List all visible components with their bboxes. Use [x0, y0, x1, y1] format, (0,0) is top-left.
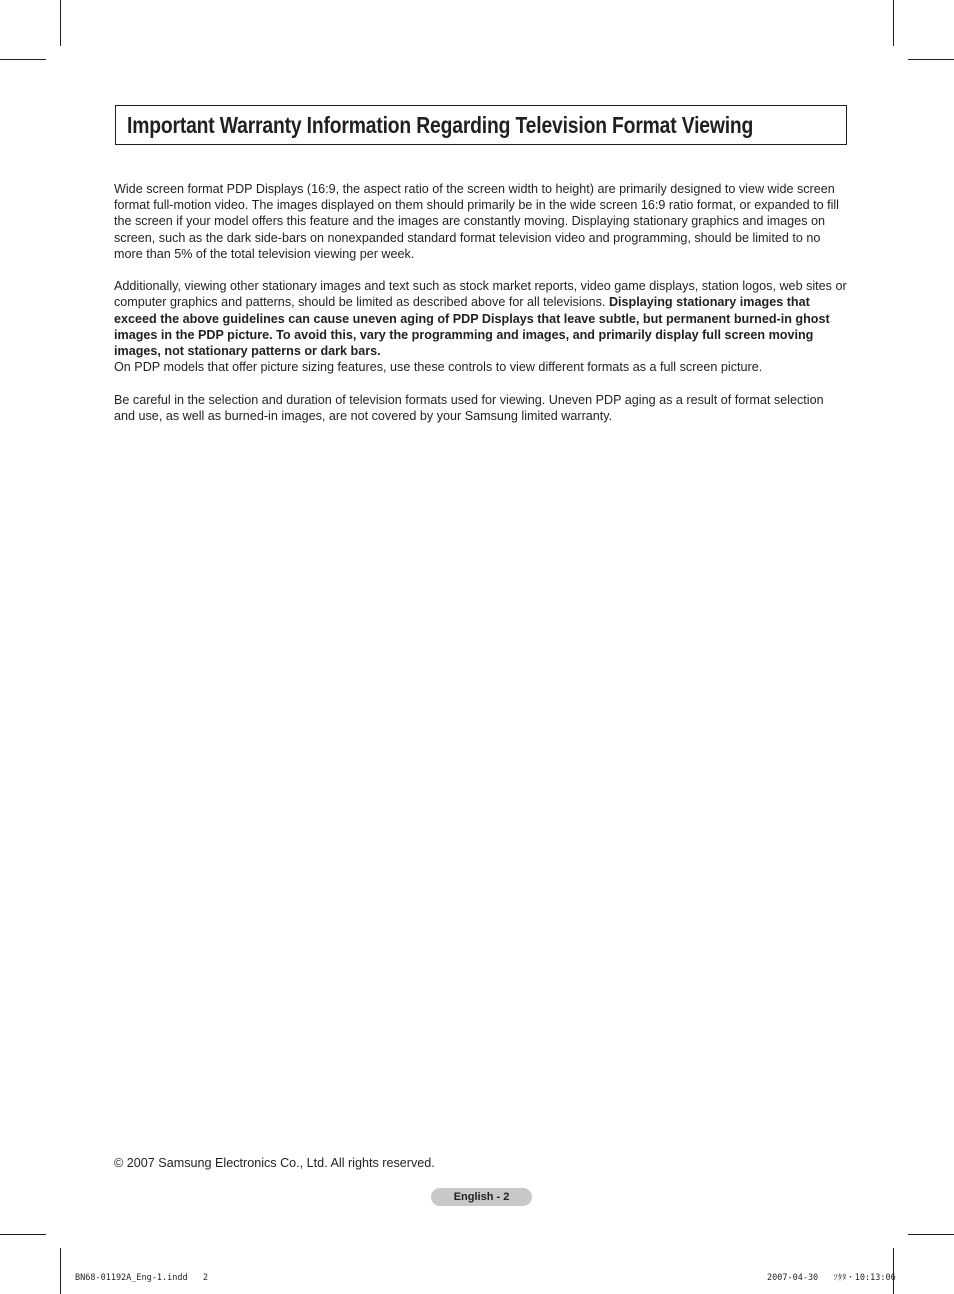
paragraph-warranty-exclusion: Be careful in the selection and duration of television formats used for viewing. Uneven PDP aging as a result of format selection and use, as well as burned-in images, are not covered by your Samsung limited warranty.: [114, 392, 824, 423]
crop-mark-top-right-vertical: [893, 0, 894, 46]
crop-mark-bottom-left-horizontal: [0, 1234, 46, 1235]
crop-mark-bottom-right-vertical: [893, 1248, 894, 1294]
paragraph-picture-sizing: On PDP models that offer picture sizing features, use these controls to view different formats as a full screen picture.: [114, 360, 763, 375]
title-box: [115, 105, 847, 145]
crop-mark-top-left-vertical: [60, 0, 61, 46]
paragraph-wide-screen-format: Wide screen format PDP Displays (16:9, the aspect ratio of the screen width to height) are primarily designed to view wide screen format full-motion video. The images displayed on them should primarily be in the wide screen 16:9 ratio format, or expanded to fill the screen if your model offers this feature and the images are constantly moving. Displaying stationary graphics and images on screen, such as the dark side-bars on nonexpanded standard format television video and programming, should be limited to no more than 5% of the total television viewing per week.: [114, 182, 839, 261]
print-slug-filename: BN68-01192A_Eng-1.indd 2: [75, 1273, 209, 1283]
paragraph-stationary-images-regular: Additionally, viewing other stationary images and text such as stock market reports, video game displays, station logos, web sites or computer graphics and patterns, should be limited as described above for all televisions.: [114, 279, 847, 310]
page-number-badge: English - 2: [431, 1188, 532, 1206]
paragraph-stationary-images-warning: Displaying stationary images that exceed the above guidelines can cause uneven aging of PDP Displays that leave subtle, but permanent burned-in ghost images in the PDP picture. To avoid this, vary the programming and images, and primarily display full screen moving images, not stationary patterns or dark bars.: [114, 295, 830, 359]
crop-mark-top-right-horizontal: [908, 59, 954, 60]
crop-mark-bottom-right-horizontal: [908, 1234, 954, 1235]
paragraph-stationary-images: [114, 278, 848, 359]
copyright-notice: © 2007 Samsung Electronics Co., Ltd. All rights reserved.: [114, 1156, 435, 1170]
page-title: Important Warranty Information Regarding Television Format Viewing: [127, 112, 754, 138]
warranty-body: [114, 181, 848, 424]
print-slug-timestamp: 2007-04-30 ｿﾀﾀ・10:13:06: [767, 1273, 896, 1283]
crop-mark-top-left-horizontal: [0, 59, 46, 60]
crop-mark-bottom-left-vertical: [60, 1248, 61, 1294]
